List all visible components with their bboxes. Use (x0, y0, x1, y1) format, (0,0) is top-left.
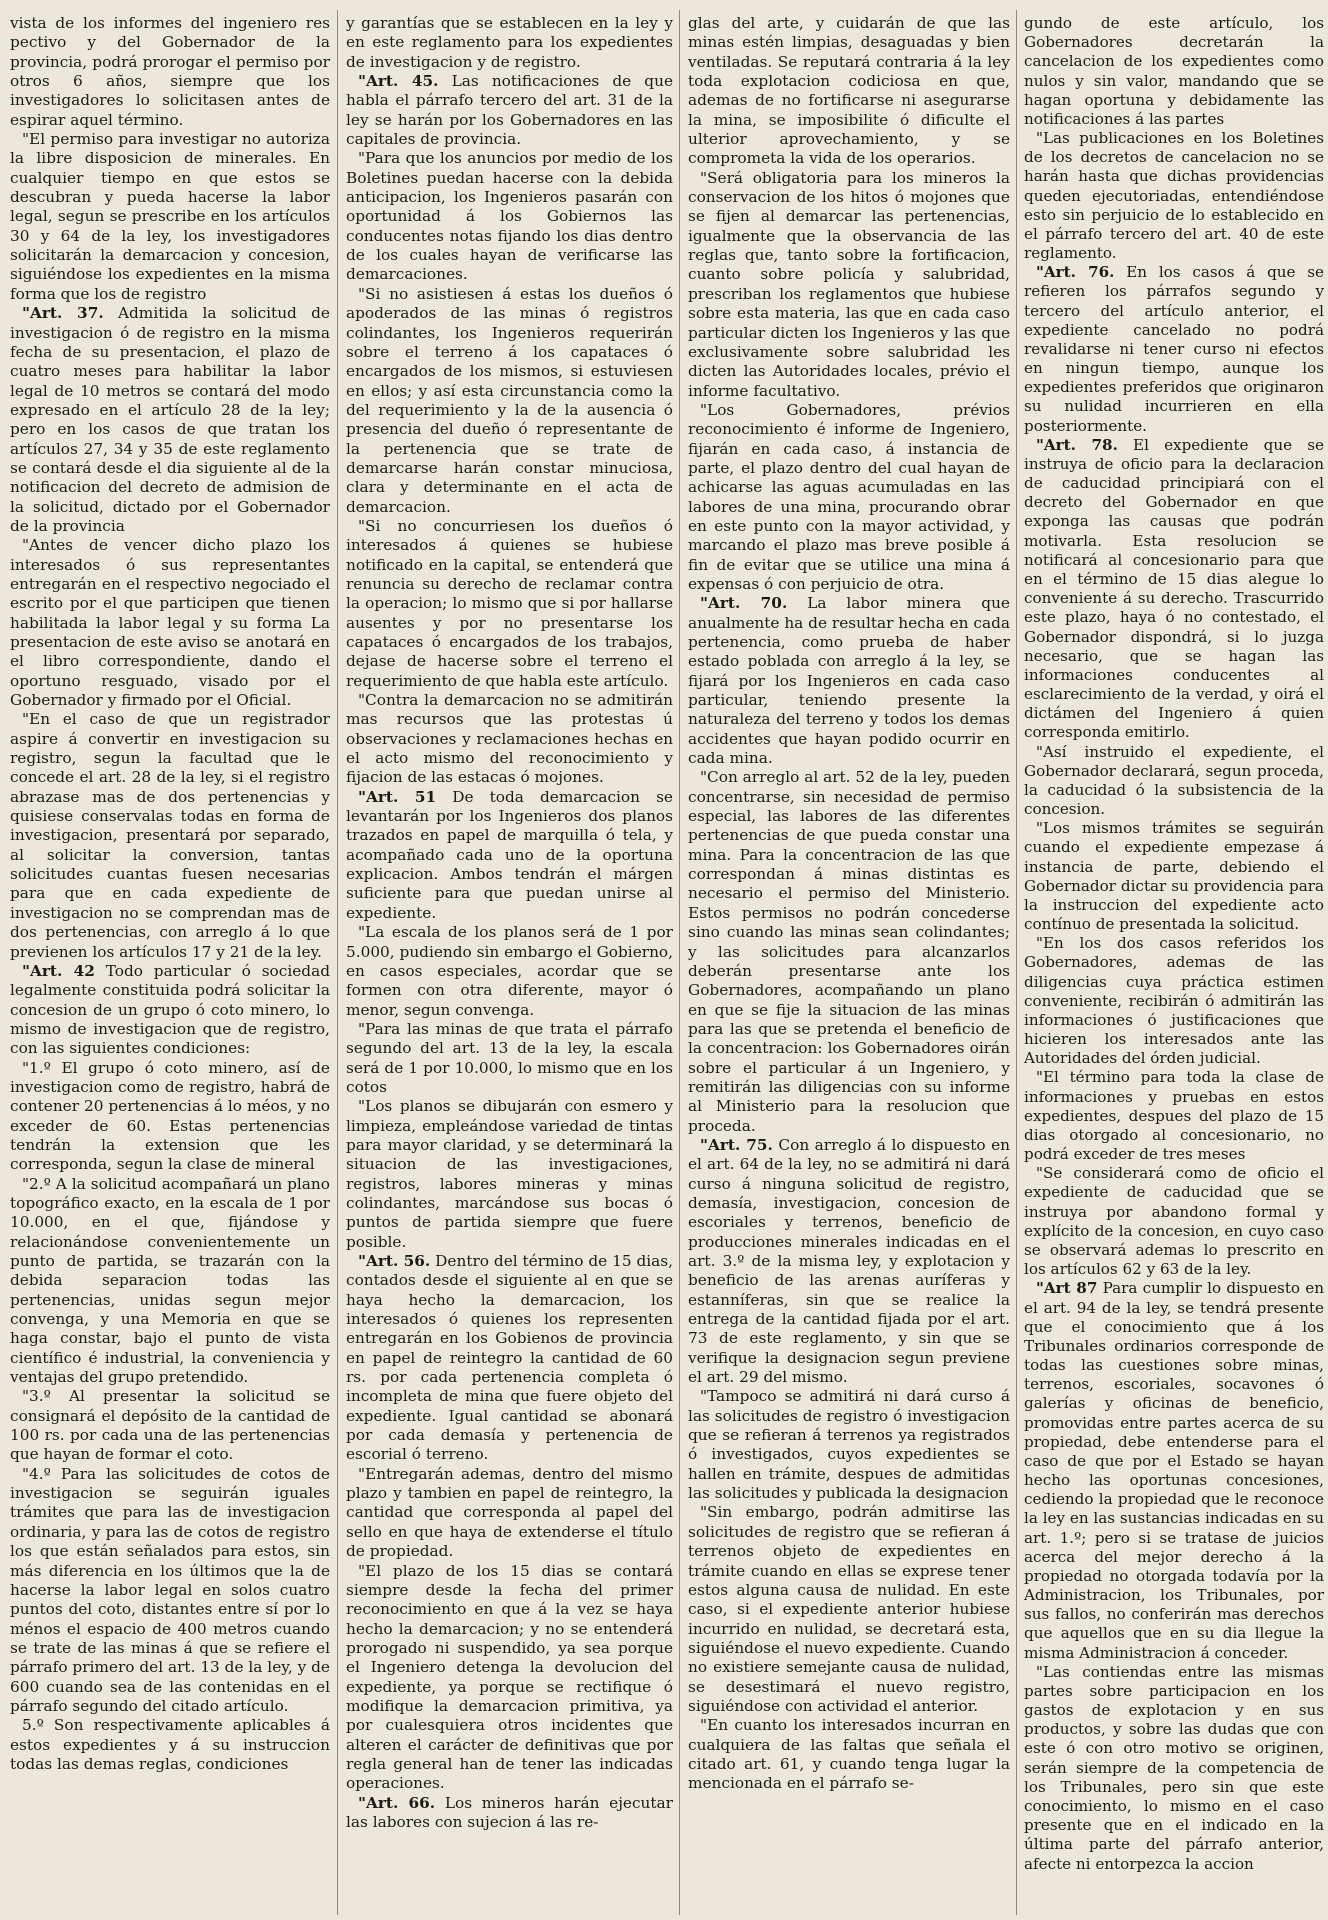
article-paragraph (10, 1387, 330, 1464)
article-paragraph (688, 594, 1010, 768)
article-paragraph (10, 304, 330, 536)
paragraph-text: "La escala de los planos será de 1 por 5.000, pudiendo sin embargo el Gobierno, en casos especiales, acordar que se formen con otra diferente, mayor ó menor, segun convenga. (346, 923, 673, 1019)
paragraph-text: En los casos á que se refieren los párrafos segundo y tercero del artículo anterior, el expediente cancelado no podrá revalidarse ni tener curso ni efectos en ningun tiempo, aunque los expedientes preferidos que originaron su nulidad incurrieren en ella posteriormente. (1024, 263, 1324, 435)
paragraph-text: "Si no asistiesen á estas los dueños ó apoderados de las minas ó registros colindantes, los Ingenieros requerirán sobre el terreno á los capataces ó encargados de los mismos, si estuviesen en ellos; y así esta circunstancia como la del requerimiento y la de la ausencia ó presencia del dueño ó representante de la pertenencia que se trate de demarcarse harán constar minuciosa, clara y determinante en el acta de demarcacion. (346, 284, 673, 516)
paragraph-text: "Se considerará como de oficio el expediente de caducidad que se instruya por abandono formal y explícito de la concesion, en cuyo caso se observará ademas lo prescrito en los artículos 62 y 63 de la ley. (1024, 1164, 1324, 1279)
article-paragraph (1024, 1068, 1324, 1164)
article-number: "Art. 78. (1036, 435, 1118, 454)
paragraph-text: La labor minera que anualmente ha de resultar hecha en cada pertenencia, como prueba de haber estado poblada con arreglo á la ley, se fijará por los Ingenieros en cada caso particular, teniendo presente la naturaleza del terreno y todos los demas accidentes que hayan podido ocurrir en cada mina. (688, 594, 1010, 768)
paragraph-text: Las notificaciones de que habla el párrafo tercero del art. 31 de la ley se harán por los Gobernadores en las capitales de provincia. (346, 72, 673, 149)
text-column-2 (346, 14, 673, 1912)
article-paragraph (688, 768, 1010, 1136)
article-paragraph (1024, 129, 1324, 263)
article-number: "Art. 42 (22, 961, 95, 980)
paragraph-text: "El plazo de los 15 dias se contará siempre desde la fecha del primer reconocimiento en que á la vez se haya hecho la demarcacion; y no se entenderá prorogado ni suspendido, ya sea porque el Ingeniero detenga la devolucion del expediente, ya porque se rectifique ó modifique la demarcacion primitiva, ya por cualesquiera otros incidentes que alteren el carácter de definitivas que por regla general han de tener las indicadas operaciones. (346, 1561, 673, 1793)
article-paragraph (10, 1175, 330, 1388)
article-number: "Art. 76. (1036, 263, 1115, 282)
article-paragraph (1024, 934, 1324, 1068)
paragraph-text: "Para que los anuncios por medio de los Boletines puedan hacerse con la debida anticipacion, los Ingenieros pasarán con oportunidad á los Gobiernos las conducentes notas fijando los dias dentro de los cuales hayan de verificarse las demarcaciones. (346, 149, 673, 284)
paragraph-text: "Sin embargo, podrán admitirse las solicitudes de registro que se refieran á terrenos objeto de expedientes en trámite cuando en ellas se exprese tener estos alguna causa de nulidad. En este caso, si el expediente anterior hubiese incurrido en nulidad, se decretará esta, siguiéndose el nuevo expediente. Cuando no existiere semejante causa de nulidad, se desestimará el nuevo registro, siguiéndose con actividad el anterior. (688, 1503, 1010, 1715)
paragraph-text: "En el caso de que un registrador aspire á convertir en investigacion su registro, segun la facultad que le concede el art. 28 de la ley, si el registro abrazase mas de dos pertenencias y quisiese conservalas todas en forma de investigacion, presentará por separado, al solicitar la conversion, tantas solicitudes cuantas fuesen necesarias para que en cada expediente de investigacion no se comprendan mas de dos pertenencias, con arreglo á lo que previenen los artículos 17 y 21 de la ley. (10, 710, 330, 961)
paragraph-text: "Para las minas de que trata el párrafo segundo del art. 13 de la ley, la escala será de 1 por 10.000, lo mismo que en los cotos (346, 1019, 673, 1096)
paragraph-text: "Antes de vencer dicho plazo los interesados ó sus representantes entregarán en el respectivo negociado el escrito por el que participen que tienen habilitada la labor legal y su forma La presentacion de este aviso se anotará en el libro correspondiente, dando el oportuno resguado, visado por el Gobernador y firmado por el Oficial. (10, 536, 330, 710)
article-paragraph (10, 130, 330, 304)
paragraph-text: "Los Gobernadores, prévios reconocimiento é informe de Ingeniero, fijarán en cada caso, á instancia de parte, el plazo dentro del cual hayan de achicarse las aguas acumuladas en las labores de una mina, procurando obrar en este punto con la mayor actividad, y marcando el plazo mas breve posible á fin de evitar que se utilice una mina á expensas ó con perjuicio de otra. (688, 400, 1010, 593)
article-number: "Art. 70. (700, 594, 788, 613)
text-column-4 (1024, 14, 1324, 1912)
article-paragraph (1024, 743, 1324, 820)
article-paragraph (10, 1465, 330, 1716)
paragraph-text: "3.º Al presentar la solicitud se consignará el depósito de la cantidad de 100 rs. por cada una de las pertenencias que hayan de formar el coto. (10, 1387, 330, 1464)
article-paragraph (346, 285, 673, 517)
article-number: "Art 87 (1036, 1279, 1098, 1298)
article-paragraph (1024, 14, 1324, 129)
article-paragraph (688, 401, 1010, 594)
article-paragraph (688, 1503, 1010, 1716)
article-paragraph (346, 517, 673, 691)
article-paragraph (346, 691, 673, 788)
article-number: "Art. 51 (358, 787, 437, 806)
article-paragraph (1024, 263, 1324, 436)
article-paragraph (346, 1562, 673, 1794)
article-paragraph (1024, 1279, 1324, 1662)
column-rule (1016, 10, 1017, 1915)
paragraph-text: glas del arte, y cuidarán de que las minas estén limpias, desaguadas y bien ventiladas. Se reputará contraria á la ley toda explotacion codiciosa en que, ademas de no fortificarse ni asegurarse la mina, se imposibilite ó dificulte el ulterior aprovechamiento, y se comprometa la vida de los operarios. (688, 14, 1010, 168)
article-paragraph (346, 1252, 673, 1465)
article-paragraph (688, 169, 1010, 401)
paragraph-text: "2.º A la solicitud acompañará un plano topográfico exacto, en la escala de 1 por 10.000, en el que, fijándose y relacionándose convenientemente un punto de partida, se trazarán con la debida separacion todas las pertenencias, unidas segun mejor convenga, y una Memoria en que se haga constar, bajo el punto de vista científico é industrial, la conveniencia y ventajas del grupo pretendido. (10, 1174, 330, 1387)
article-number: "Art. 45. (358, 72, 439, 91)
paragraph-text: "Si no concurriesen los dueños ó interesados á quienes se hubiese notificado en la capital, se entenderá que renuncia su derecho de reclamar contra la operacion; lo mismo que si por hallarse ausentes y por no presentarse los capataces ó encargados de los trabajos, dejase de hacerse sobre el terreno el requerimiento de que habla este artículo. (346, 516, 673, 690)
article-paragraph (346, 149, 673, 284)
article-number: "Art. 37. (22, 304, 104, 323)
text-column-3 (688, 14, 1010, 1912)
paragraph-text: Los mineros harán ejecutar las labores con sujecion á las re- (346, 1793, 673, 1831)
article-paragraph (1024, 819, 1324, 934)
paragraph-text: El expediente que se instruya de oficio para la declaracion de caducidad principiará con el decreto del Gobernador en que exponga las causas que podrán motivarla. Esta resolucion se notificará al concesionario para que en el término de 15 dias alegue lo conveniente á su derecho. Trascurrido este plazo, haya ó no contestado, el Gobernador dispondrá, si lo juzga necesario, que se hagan las informaciones conducentes al esclarecimiento de la verdad, y oirá el dictámen del Ingeniero á quien corresponda emitirlo. (1024, 435, 1324, 742)
paragraph-text: gundo de este artículo, los Gobernadores decretarán la cancelacion de los expedientes como nulos y sin valor, mandando que se hagan oportuna y debidamente las notificaciones á las partes (1024, 14, 1324, 128)
column-rule (679, 10, 680, 1915)
paragraph-text: Para cumplir lo dispuesto en el art. 94 de la ley, se tendrá presente que el conocimiento que á los Tribunales ordinarios corresponde de todas las cuestiones sobre minas, terrenos, escoriales, socavones ó galerías y oficinas de beneficio, promovidas entre partes acerca de su propiedad, debe entenderse para el caso de que por el Estado se hayan hecho las oportunas concesiones, cediendo la propiedad que le reconoce la ley en las sustancias indicadas en su art. 1.º; pero si se tratase de juicios acerca del mejor derecho á la propiedad no otorgada todavía por la Administracion, los Tribunales, por sus fallos, no conferirán mas derechos que aquellos que en su dia llegue la misma Administracion á conceder. (1024, 1279, 1324, 1662)
paragraph-text: Admitida la solicitud de investigacion ó de registro en la misma fecha de su presentacion, el plazo de cuatro meses para habilitar la labor legal de 10 metros se contará del modo expresado en el artículo 28 de la ley; pero en los casos de que tratan los artículos 27, 34 y 35 de este reglamento se contará desde el dia siguiente al de la notificacion del decreto de admision de la solicitud, dictado por el Gobernador de la provincia (10, 304, 330, 535)
article-paragraph (346, 788, 673, 923)
article-paragraph (346, 72, 673, 149)
article-number: "Art. 56. (358, 1252, 431, 1270)
article-paragraph (688, 1387, 1010, 1503)
paragraph-text: Todo particular ó sociedad legalmente constituida podrá solicitar la concesion de un grupo ó coto minero, lo mismo de investigacion que de registro, con las siguientes condiciones: (10, 961, 330, 1058)
article-paragraph (688, 1136, 1010, 1387)
article-paragraph (346, 1465, 673, 1562)
paragraph-text: Dentro del término de 15 dias, contados desde el siguiente al en que se haya hecho la demarcacion, los interesados ó quienes los representen entregarán en los Gobienos de provincia en papel de reintegro la cantidad de 60 rs. por cada pertenencia completa ó incompleta de mina que fuere objeto del expediente. Igual cantidad se abonará por cada demasía y pertenencia de escorial ó terreno. (346, 1252, 673, 1464)
article-number: "Art. 75. (700, 1135, 773, 1154)
article-paragraph (346, 14, 673, 72)
paragraph-text: "4.º Para las solicitudes de cotos de investigacion se seguirán iguales trámites que para las de investigacion ordinaria, y para las de cotos de registro los que están señalados para estos, sin más diferencia en los últimos que la de hacerse la labor legal en solos cuatro puntos del coto, distantes entre sí por lo ménos el espacio de 400 metros cuando se trate de las minas á que se refiere el párrafo primero del art. 13 de la ley, y de 600 cuando sea de las contenidas en el párrafo segundo del citado artículo. (10, 1464, 330, 1715)
paragraph-text: "El término para toda la clase de informaciones y pruebas en estos expedientes, despues del plazo de 15 dias otorgado al concesionario, no podrá exceder de tres meses (1024, 1068, 1324, 1164)
article-paragraph (346, 1020, 673, 1097)
paragraph-text: vista de los informes del ingeniero res pectivo y del Gobernador de la provincia, podrá prorogar el permiso por otros 6 años, siempre que los investigadores lo solicitasen antes de espirar aquel término. (10, 14, 330, 129)
paragraph-text: "En cuanto los interesados incurran en cualquiera de las faltas que señala el citado art. 61, y cuando tenga lugar la mencionada en el párrafo se- (688, 1716, 1010, 1793)
paragraph-text: "Tampoco se admitirá ni dará curso á las solicitudes de registro ó investigacion que se refieran á terrenos ya registrados ó investigados, cuyos expedientes se hallen en trámite, despues de admitidas las solicitudes y publicada la designacion (688, 1387, 1010, 1503)
paragraph-text: "Los mismos trámites se seguirán cuando el expediente empezase á instancia de parte, debiendo el Gobernador dictar su providencia para la instruccion del expediente acto contínuo de presentada la solicitud. (1024, 819, 1324, 934)
paragraph-text: "1.º El grupo ó coto minero, así de investigacion como de registro, habrá de contener 20 pertenencias á lo méos, y no exceder de 60. Estas pertenencias tendrán la extension que les corresponda, segun la clase de mineral (10, 1058, 330, 1174)
paragraph-text: "En los dos casos referidos los Gobernadores, ademas de las diligencias cuya práctica estimen conveniente, recibirán ó admitirán las informaciones ó justificaciones que hicieren los interesados ante las Autoridades del órden judicial. (1024, 934, 1324, 1068)
paragraph-text: "El permiso para investigar no autoriza la libre disposicion de minerales. En cualquier tiempo en que estos se descubran y pueda hacerse la labor legal, segun se prescribe en los artículos 30 y 64 de la ley, los investigadores solicitarán la demarcacion y concesion, siguiéndose los expedientes en la misma forma que los de registro (10, 130, 330, 303)
article-paragraph (1024, 1663, 1324, 1874)
article-paragraph (688, 1716, 1010, 1793)
article-paragraph (688, 14, 1010, 169)
paragraph-text: 5.º Son respectivamente aplicables á estos expedientes y á su instruccion todas las demas reglas, condiciones (10, 1716, 330, 1773)
article-paragraph (10, 536, 330, 710)
paragraph-text: "Así instruido el expediente, el Gobernador declarará, segun proceda, la caducidad ó la subsistencia de la concesion. (1024, 742, 1324, 819)
paragraph-text: De toda demarcacion se levantarán por los Ingenieros dos planos trazados en papel de marquilla ó tela, y acompañado cada uno de la oportuna explicacion. Ambos tendrán el márgen suficiente para que puedan unirse al expediente. (346, 787, 673, 922)
article-paragraph (10, 1059, 330, 1175)
paragraph-text: "Las publicaciones en los Boletines de los decretos de cancelacion no se harán hasta que dichas providencias queden ejecutoriadas, entendiéndose esto sin perjuicio de lo establecido en el párrafo tercero del art. 40 de este reglamento. (1024, 129, 1324, 263)
article-paragraph (10, 962, 330, 1059)
article-paragraph (10, 14, 330, 130)
paragraph-text: Con arreglo á lo dispuesto en el art. 64 de la ley, no se admitirá ni dará curso á ninguna solicitud de registro, demasía, investigacion, concesion de escoriales y terrenos, beneficio de producciones minerales indicadas en el art. 3.º de la misma ley, y explotacion y beneficio de las arenas auríferas y estanníferas, sin que se realice la entrega de la cantidad fijada por el art. 73 de este reglamento, y sin que se verifique la designacion segun previene el art. 29 del mismo. (688, 1135, 1010, 1387)
article-paragraph (346, 1794, 673, 1833)
paragraph-text: "Será obligatoria para los mineros la conservacion de los hitos ó mojones que se fijen al demarcar las pertenencias, igualmente que la observancia de las reglas que, tanto sobre la fortificacion, cuanto sobre policía y salubridad, prescriban los reglamentos que hubiese sobre esta materia, las que en cada caso particular dicten los Ingenieros y las que exclusivamente sobre salubridad les dicten las Autoridades locales, prévio el informe facultativo. (688, 168, 1010, 400)
article-paragraph (10, 1716, 330, 1774)
article-paragraph (10, 710, 330, 961)
article-paragraph (1024, 436, 1324, 743)
article-paragraph (346, 923, 673, 1020)
article-number: "Art. 66. (358, 1793, 436, 1812)
paragraph-text: "Entregarán ademas, dentro del mismo plazo y tambien en papel de reintegro, la cantidad que corresponda al papel del sello en que haya de extenderse el título de propiedad. (346, 1464, 673, 1561)
text-column-1 (10, 14, 330, 1912)
paragraph-text: "Con arreglo al art. 52 de la ley, pueden concentrarse, sin necesidad de permiso especial, las labores de las diferentes pertenencias de que pueda constar una mina. Para la concentracion de las que correspondan á minas distintas es necesario el permiso del Ministerio. Estos permisos no podrán concederse sino cuando las minas sean colindantes; y las solicitudes para alcanzarlos deberán presentarse ante los Gobernadores, acompañando un plano en que se fije la situacion de las minas para las que se pretenda el beneficio de la concentracion: los Gobernadores oirán sobre el particular á un Ingeniero, y remitirán las diligencias con su informe al Ministerio para la resolucion que proceda. (688, 768, 1010, 1135)
article-paragraph (346, 1097, 673, 1252)
paragraph-text: "Contra la demarcacion no se admitirán mas recursos que las protestas ú observaciones y reclamaciones hechas en el acto mismo del reconocimiento y fijacion de las estacas ó mojones. (346, 691, 673, 787)
paragraph-text: y garantías que se establecen en la ley y en este reglamento para los expedientes de investigacion y de registro. (346, 14, 673, 71)
paragraph-text: "Las contiendas entre las mismas partes sobre participacion en los gastos de explotacion y en sus productos, y sobre las dudas que con este ó con otro motivo se originen, serán siempre de la competencia de los Tribunales, pero sin que este conocimiento, lo mismo en el caso presente que en el indicado en la última parte del párrafo anterior, afecte ni entorpezca la accion (1024, 1662, 1324, 1873)
column-rule (337, 10, 338, 1915)
paragraph-text: "Los planos se dibujarán con esmero y limpieza, empleándose variedad de tintas para mayor claridad, y se determinará la situacion de las investigaciones, registros, labores mineras y minas colindantes, marcándose sus bocas ó puntos de partida siempre que fuere posible. (346, 1097, 673, 1251)
article-paragraph (1024, 1164, 1324, 1279)
